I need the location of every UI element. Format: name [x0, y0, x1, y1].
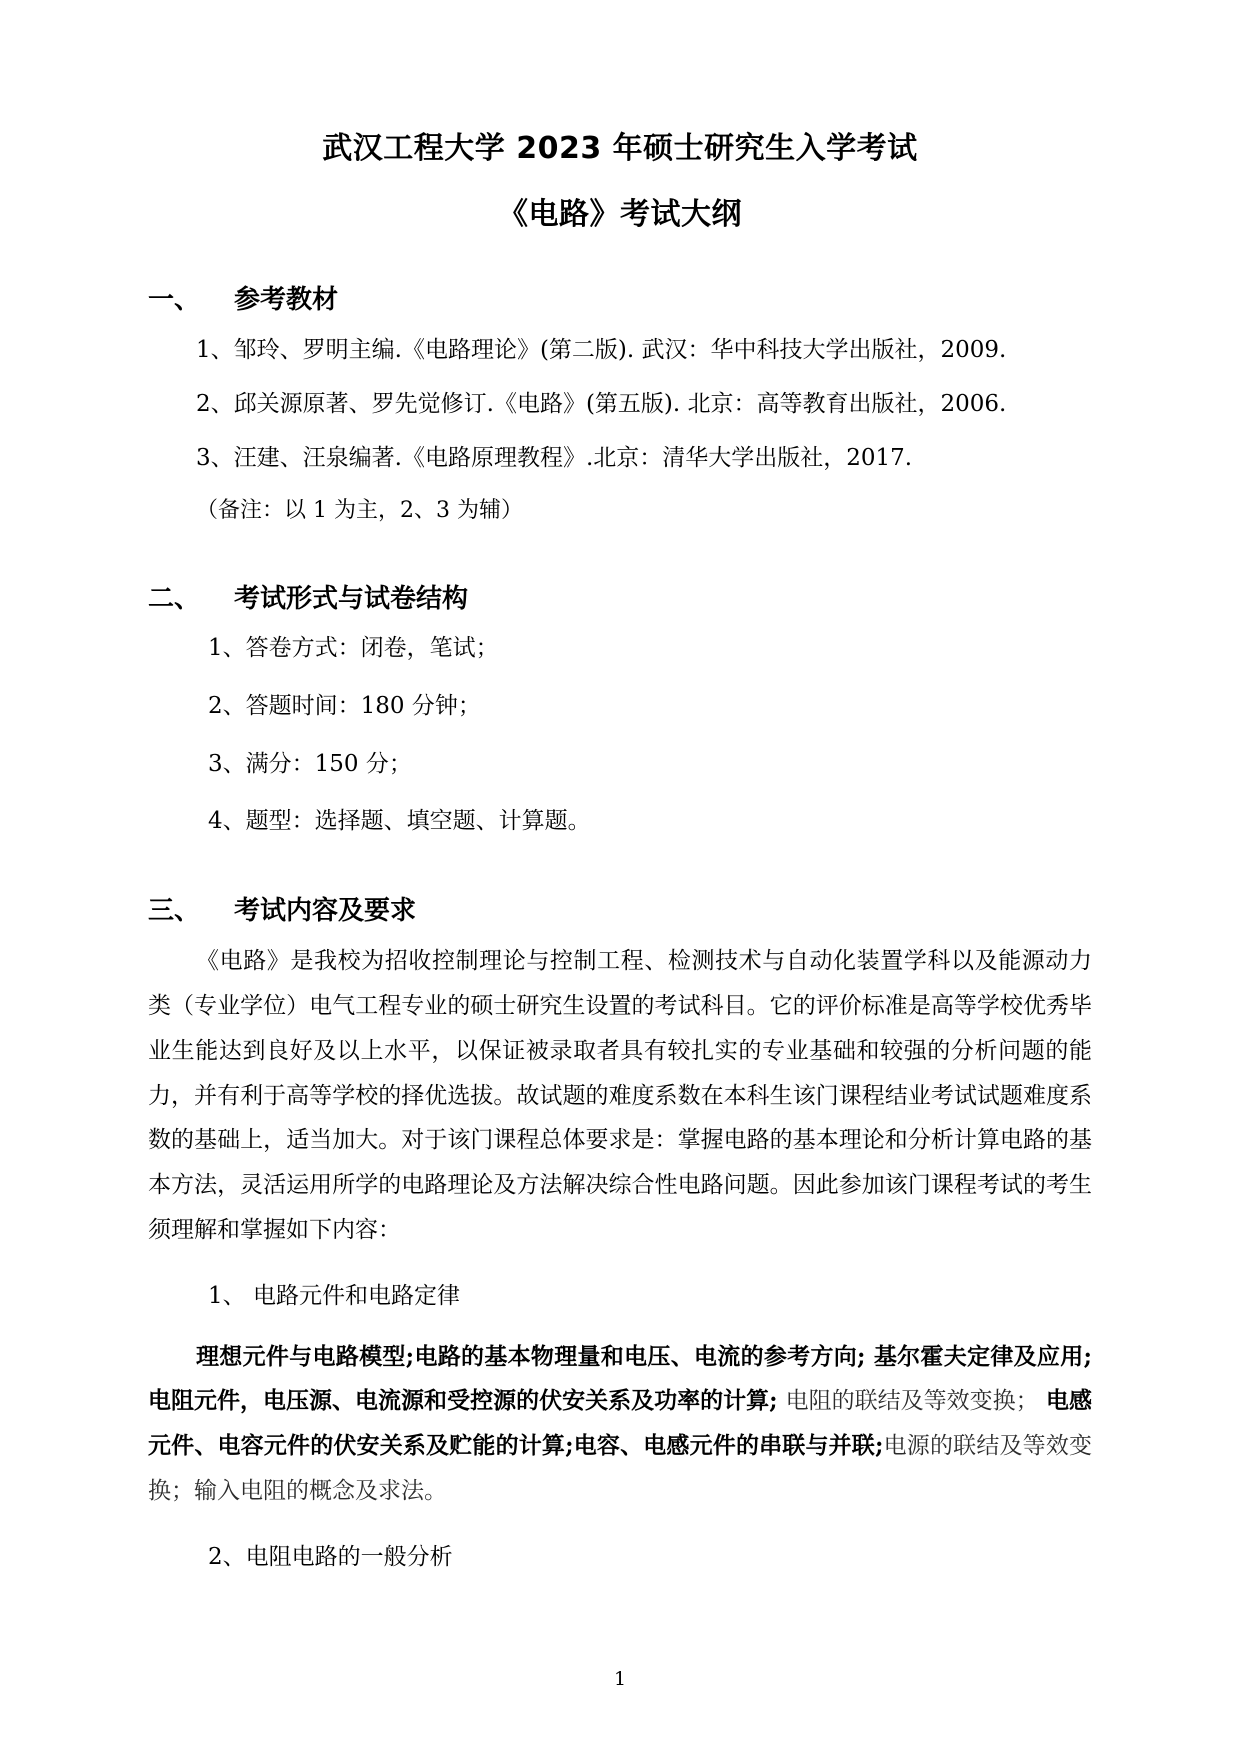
exam-format-item: 4、题型：选择题、填空题、计算题。: [208, 808, 591, 835]
section-three-label: 考试内容及要求: [234, 896, 417, 927]
reference-note: （备注：以 1 为主，2、3 为辅）: [196, 498, 523, 524]
topic-body-part: 理想元件与电路模型;电路的基本物理量和电压、电流的参考方向; 基尔霍夫定律及应用;电阻元件，电压源、电流源和受控源的伏安关系及功率的计算;: [148, 1342, 1092, 1415]
page-number: 1: [613, 1668, 627, 1690]
reference-item: 1、邹玲、罗明主编.《电路理论》(第二版). 武汉：华中科技大学出版社，2009.: [196, 337, 1007, 363]
section-three-number: 三、: [148, 896, 201, 927]
topic-heading: 2、电阻电路的一般分析: [208, 1543, 453, 1570]
section-two-label: 考试形式与试卷结构: [234, 584, 469, 615]
topic-body: [148, 1335, 1092, 1514]
section-one-number: 一、: [148, 285, 201, 315]
section-three-intro: 《电路》是我校为招收控制理论与控制工程、检测技术与自动化装置学科以及能源动力类（专业学位）电气工程专业的硕士研究生设置的考试科目。它的评价标准是高等学校优秀毕业生能达到良好及以上水平，以保证被录取者具有较扎实的专业基础和较强的分析问题的能力，并有利于高等学校的择优选拔。故试题的难度系数在本科生该门课程结业考试试题难度系数的基础上，适当加大。对于该门课程总体要求是：掌握电路的基本理论和分析计算电路的基本方法，灵活运用所学的电路理论及方法解决综合性电路问题。因此参加该门课程考试的考生须理解和掌握如下内容：: [148, 948, 1092, 1244]
reference-item: 3、汪建、汪泉编著.《电路原理教程》.北京：清华大学出版社，2017.: [196, 445, 913, 472]
section-two-number: 二、: [148, 584, 201, 615]
section-heading-three: [148, 890, 1092, 927]
page-content: [148, 0, 1092, 1596]
reference-item: 2、邱关源原著、罗先觉修订.《电路》(第五版). 北京：高等教育出版社，2006.: [196, 391, 1007, 418]
topic-body-part: 电源的联结及等效变换；输入电阻的概念及求法。: [148, 1433, 1093, 1505]
section-heading-one: [148, 279, 1092, 316]
topic-body-part: 电阻的联结及等效变换；: [785, 1388, 1047, 1415]
page-subtitle: 《电路》考试大纲: [498, 196, 742, 232]
page-title: 武汉工程大学 2023 年硕士研究生入学考试: [322, 131, 918, 166]
section-one-label: 参考教材: [234, 285, 339, 315]
topic-heading: 1、 电路元件和电路定律: [208, 1282, 460, 1309]
topic-body-part: 电感元件、电容元件的伏安关系及贮能的计算;电容、电感元件的串联与并联;: [148, 1387, 1093, 1460]
exam-format-item: 3、满分：150 分；: [208, 750, 412, 777]
exam-format-item: 2、答题时间：180 分钟；: [208, 692, 481, 719]
section-heading-two: [148, 578, 1092, 615]
exam-format-item: 1、答卷方式：闭卷，笔试；: [208, 635, 499, 662]
